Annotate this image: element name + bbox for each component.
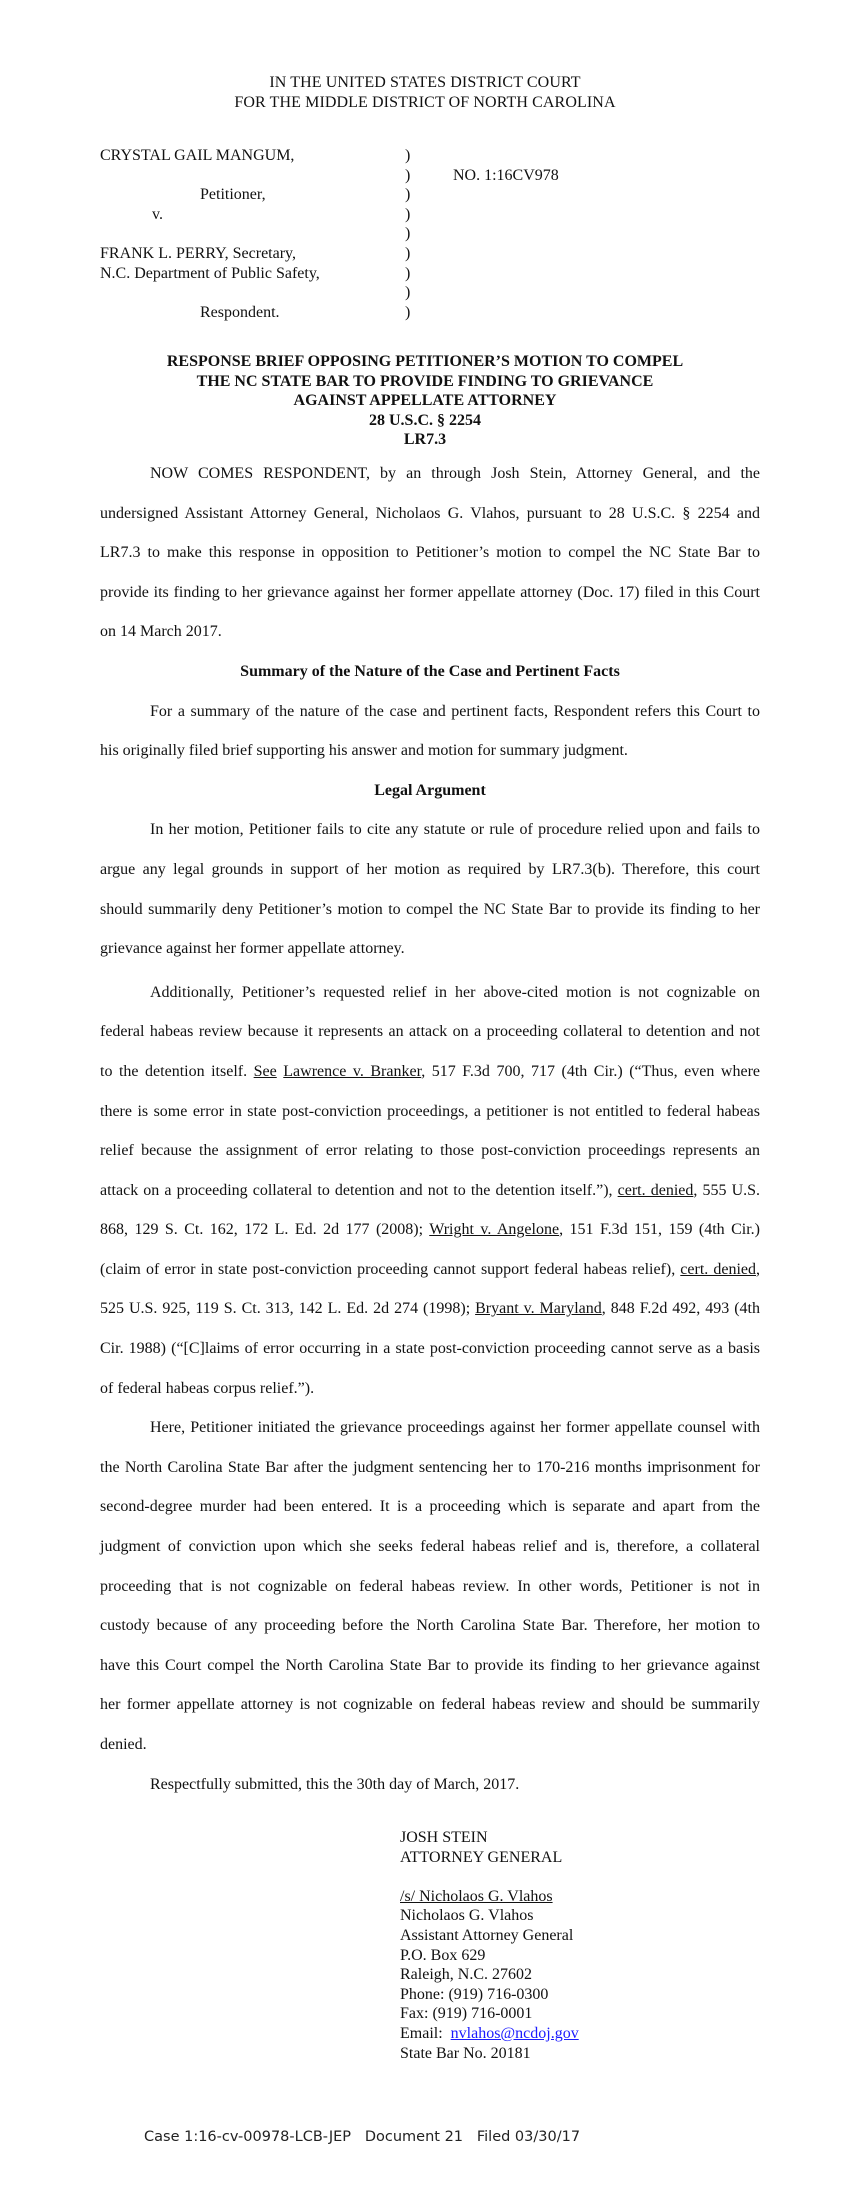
attorney-general-title: ATTORNEY GENERAL bbox=[400, 1848, 563, 1866]
email-label: Email: bbox=[400, 2024, 451, 2042]
paragraph-line: judgment of conviction upon which she seeks federal habeas relief and is, therefore, a collateral bbox=[100, 1538, 760, 1556]
paragraph-line: NOW COMES RESPONDENT, by an through Josh Stein, Attorney General, and the bbox=[150, 465, 760, 482]
signer-title: Assistant Attorney General bbox=[400, 1926, 574, 1944]
case-number: NO. 1:16CV978 bbox=[453, 166, 559, 184]
caption-paren: ) bbox=[405, 147, 411, 164]
case-citation: Lawrence v. Branker bbox=[283, 1062, 422, 1080]
intro-paragraph bbox=[100, 463, 760, 661]
paragraph-line bbox=[100, 1298, 760, 1338]
case-citation: Bryant v. Maryland bbox=[475, 1300, 602, 1318]
text-run: , 517 F.3d 700, 717 (4th Cir.) (“Thus, even where bbox=[421, 1062, 760, 1080]
paragraph-line bbox=[100, 1259, 760, 1299]
paragraph-line: the North Carolina State Bar after the judgment sentencing her to 170-216 months imprisonment for bbox=[100, 1458, 760, 1476]
caption-paren: ) bbox=[405, 264, 411, 282]
email-row bbox=[400, 2024, 579, 2044]
phone: Phone: (919) 716-0300 bbox=[400, 1985, 549, 2003]
case-caption bbox=[100, 146, 600, 322]
title-line: RESPONSE BRIEF OPPOSING PETITIONER’S MOTION TO COMPEL bbox=[166, 353, 684, 370]
petitioner-name: CRYSTAL GAIL MANGUM, bbox=[100, 147, 295, 164]
court-name: IN THE UNITED STATES DISTRICT COURT bbox=[269, 74, 581, 91]
title-statute: 28 U.S.C. § 2254 bbox=[368, 411, 481, 429]
paragraph-line: Here, Petitioner initiated the grievance proceedings against her former appellate counsel with bbox=[150, 1419, 760, 1437]
paragraph-line: argue any legal grounds in support of her motion as required by LR7.3(b). Therefore, this court bbox=[100, 860, 760, 878]
paragraph-line: custody because of any proceeding before the North Carolina State Bar. Therefore, her motion to bbox=[100, 1617, 760, 1635]
paragraph-line bbox=[100, 1061, 760, 1101]
summary-heading: Summary of the Nature of the Case and Pertinent Facts bbox=[240, 662, 620, 680]
argument-paragraph-3 bbox=[100, 1417, 760, 1773]
paragraph-line: undersigned Assistant Attorney General, Nicholaos G. Vlahos, pursuant to 28 U.S.C. § 2254 and bbox=[100, 504, 760, 522]
electronic-signature: /s/ Nicholaos G. Vlahos bbox=[400, 1887, 553, 1905]
paragraph-line: LR7.3 to make this response in opposition to Petitioner’s motion to compel the NC State Bar to bbox=[100, 544, 760, 562]
text-run: attack on a proceeding collateral to detention and not to the detention itself.”), bbox=[100, 1181, 618, 1199]
paragraph-line: there is some error in state post-conviction proceedings, a petitioner is not entitled to federal habeas bbox=[100, 1102, 760, 1120]
paragraph-line: of federal habeas corpus relief.”). bbox=[100, 1379, 315, 1397]
caption-paren: ) bbox=[405, 186, 411, 204]
respondent-label: Respondent. bbox=[200, 303, 280, 321]
court-header bbox=[0, 73, 850, 113]
paragraph-line: grievance against her former appellate attorney. bbox=[100, 940, 405, 958]
paragraph-line: her former appellate attorney is not cognizable on federal habeas review and should be summarily bbox=[100, 1696, 760, 1714]
argument-paragraph-2 bbox=[100, 982, 760, 1418]
cert-denied: cert. denied bbox=[617, 1181, 694, 1199]
caption-paren: ) bbox=[405, 205, 411, 223]
paragraph-line: Additionally, Petitioner’s requested relief in her above-cited motion is not cognizable on bbox=[150, 983, 760, 1001]
paragraph-line: relief because the assignment of error relating to those post-conviction proceedings represents an bbox=[100, 1142, 760, 1160]
caption-paren: ) bbox=[405, 225, 411, 243]
paragraph-line: denied. bbox=[100, 1736, 147, 1753]
email-link[interactable]: nvlahos@ncdoj.gov bbox=[450, 2024, 579, 2042]
caption-paren: ) bbox=[405, 303, 411, 321]
caption-paren: ) bbox=[405, 166, 411, 184]
case-citation: Wright v. Angelone bbox=[429, 1221, 560, 1239]
respectfully-submitted: Respectfully submitted, this the 30th day of March, 2017. bbox=[150, 1775, 520, 1793]
paragraph-line: federal habeas review because it represents an attack on a proceeding collateral to detention and not bbox=[100, 1023, 760, 1041]
signature-block bbox=[400, 1828, 579, 2063]
state-bar-number: State Bar No. 20181 bbox=[400, 2044, 531, 2062]
paragraph-line: his originally filed brief supporting his answer and motion for summary judgment. bbox=[100, 742, 628, 760]
paragraph-line: should summarily deny Petitioner’s motion to compel the NC State Bar to provide its finding to her bbox=[100, 900, 760, 918]
argument-paragraph-1 bbox=[100, 819, 760, 977]
text-run: 868, 129 S. Ct. 162, 172 L. Ed. 2d 177 (2008); bbox=[100, 1221, 430, 1239]
legal-argument-heading: Legal Argument bbox=[374, 781, 486, 799]
paragraph-line: For a summary of the nature of the case and pertinent facts, Respondent refers this Court to bbox=[150, 702, 760, 720]
paragraph-line bbox=[100, 1219, 760, 1259]
petitioner-label: Petitioner, bbox=[200, 186, 266, 204]
title-local-rule: LR7.3 bbox=[403, 431, 447, 449]
paragraph-line: Cir. 1988) (“[C]laims of error occurring in a state post-conviction proceeding cannot serve as a basis bbox=[100, 1340, 760, 1358]
cert-denied: cert. denied bbox=[680, 1260, 757, 1278]
signal-see: See bbox=[253, 1062, 277, 1080]
court-district: FOR THE MIDDLE DISTRICT OF NORTH CAROLINA bbox=[234, 94, 616, 111]
ecf-filing-stamp: Case 1:16-cv-00978-LCB-JEP Document 21 Filed 03/30/17 bbox=[144, 2129, 581, 2145]
respondent-name: FRANK L. PERRY, Secretary, bbox=[100, 244, 296, 262]
caption-paren: ) bbox=[405, 284, 411, 302]
city-state-zip: Raleigh, N.C. 27602 bbox=[400, 1966, 532, 1984]
title-line: AGAINST APPELLATE ATTORNEY bbox=[293, 392, 557, 410]
text-run: , 151 F.3d 151, 159 (4th Cir.) bbox=[559, 1221, 761, 1239]
attorney-general-name: JOSH STEIN bbox=[400, 1829, 488, 1846]
paragraph-line: second-degree murder had been entered. It is a proceeding which is separate and apart from the bbox=[100, 1498, 760, 1516]
text-run: , 848 F.2d 492, 493 (4th bbox=[601, 1300, 760, 1318]
title-line: THE NC STATE BAR TO PROVIDE FINDING TO GRIEVANCE bbox=[196, 372, 654, 390]
text-run: (claim of error in state post-conviction proceeding cannot support federal habeas relief), bbox=[100, 1260, 681, 1278]
text-run: to the detention itself. bbox=[100, 1062, 254, 1080]
respondent-department: N.C. Department of Public Safety, bbox=[100, 264, 320, 282]
paragraph-line: on 14 March 2017. bbox=[100, 623, 222, 641]
document-body bbox=[100, 463, 760, 1804]
document-title bbox=[0, 352, 850, 450]
paragraph-line: proceeding that is not cognizable on federal habeas review. In other words, Petitioner is not in bbox=[100, 1577, 760, 1595]
summary-paragraph bbox=[100, 701, 760, 780]
text-run: 525 U.S. 925, 119 S. Ct. 313, 142 L. Ed. 2d 274 (1998); bbox=[100, 1300, 476, 1318]
text-run: , bbox=[756, 1260, 761, 1278]
versus: v. bbox=[152, 205, 163, 223]
signer-name: Nicholaos G. Vlahos bbox=[400, 1907, 534, 1925]
paragraph-line: provide its finding to her grievance against her former appellate attorney (Doc. 17) filed in this Court bbox=[100, 583, 760, 601]
fax: Fax: (919) 716-0001 bbox=[400, 2005, 533, 2023]
paragraph-line bbox=[100, 1180, 760, 1220]
caption-paren: ) bbox=[405, 244, 411, 262]
paragraph-line: have this Court compel the North Carolina State Bar to provide its finding to her grievance against bbox=[100, 1656, 760, 1674]
text-run: , 555 U.S. bbox=[693, 1181, 761, 1199]
paragraph-line: In her motion, Petitioner fails to cite any statute or rule of procedure relied upon and fails to bbox=[150, 821, 760, 839]
po-box: P.O. Box 629 bbox=[400, 1946, 486, 1964]
